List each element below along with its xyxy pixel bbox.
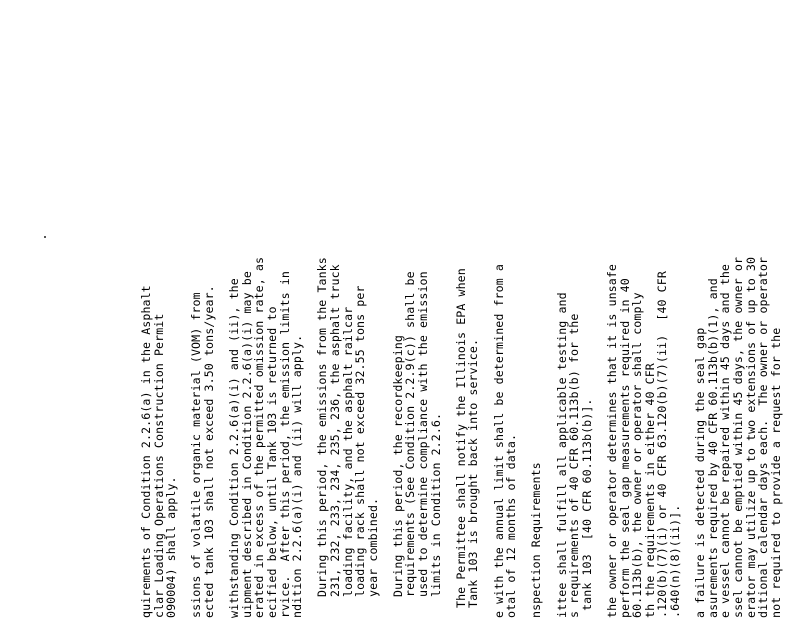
text-line: loading facility, and the asphalt railcar bbox=[340, 306, 355, 597]
text-line: ditional calendar days each. The owner or operator bbox=[756, 256, 771, 618]
text-line: quirements of Condition 2.2.6(a) in the Asphalt bbox=[139, 285, 153, 618]
text-line: 231, 232, 233, 234, 235, 236, the asphalt truck bbox=[327, 264, 342, 597]
text-line: requirements (See Condition 2.2.9(c)) shall be bbox=[403, 271, 418, 597]
text-line: Tank 103 is brought back into service. bbox=[466, 338, 481, 608]
text-line: th the requirements in either 40 CFR bbox=[642, 363, 657, 618]
text-line: a failure is detected during the seal gap bbox=[693, 327, 708, 618]
text-line: perform the seal gap measurements required in 40 bbox=[617, 278, 632, 618]
text-line: 60.113b(b), the owner or operator shall comply bbox=[630, 292, 645, 618]
text-line: During this period, the emissions from the Tanks bbox=[315, 257, 330, 597]
text-line: ected tank 103 shall not exceed 3.50 tons/year. bbox=[201, 285, 216, 618]
text-line: asurements required by 40 CFR 60.113b(b)(1), and bbox=[705, 278, 720, 618]
text-line: loading rack shall not exceed 32.55 tons per bbox=[353, 285, 368, 597]
text-line: erator may utilize up to two extensions of up to 30 bbox=[743, 256, 758, 618]
text-line bbox=[543, 58, 556, 618]
text-line: ecified below, until Tank 103 is returned to bbox=[264, 306, 279, 618]
section-heading: nspection Requirements bbox=[529, 462, 544, 618]
scan-speck bbox=[44, 236, 46, 238]
text-line: otal of 12 months of data. bbox=[504, 433, 519, 618]
text-line: e with the annual limit shall be determined from a bbox=[491, 263, 506, 618]
text-line: erated in excess of the permitted omission rate, as bbox=[252, 256, 267, 618]
text-line: clar Loading Operations Construction Permit bbox=[151, 313, 166, 618]
text-line: The Permittee shall notify the Illinois EPA when bbox=[453, 268, 468, 608]
text-line: e vessel cannot be repaired within 45 days and the bbox=[718, 263, 733, 618]
text-line: the owner or operator determines that it is unsafe bbox=[604, 263, 619, 618]
text-line: not required to provide a request for the bbox=[768, 327, 783, 618]
text-line bbox=[379, 58, 392, 618]
text-line: uipment described in Condition 2.2.6(a)(i) may be bbox=[239, 271, 254, 618]
text-line: 090004) shall apply. bbox=[164, 476, 179, 618]
text-line: tank 103 [40 CFR 60.113b(b)]. bbox=[579, 398, 594, 618]
text-line bbox=[480, 58, 493, 618]
text-line: .640(n)(8)(ii)]. bbox=[667, 504, 682, 618]
text-line: rvice. After this period, the emission limits in bbox=[277, 271, 292, 618]
text-line: used to determine compliance with the emission bbox=[416, 271, 431, 597]
rotated-document-text bbox=[139, 58, 783, 618]
text-line: ssel cannot be emptied within 45 days, the owner or bbox=[730, 256, 745, 618]
text-line: s requirements of 40 CFR 60.113b(b) for the bbox=[567, 313, 582, 618]
text-line: ittee shall fulfill all applicable testing and bbox=[554, 292, 569, 618]
text-line: year combined. bbox=[365, 497, 380, 597]
text-line: ssions of volatile organic material (VOM) from bbox=[189, 292, 204, 618]
text-line: limits in Condition 2.2.6. bbox=[428, 412, 443, 597]
text-line: withstanding Condition 2.2.6(a)(i) and (ii), the bbox=[227, 278, 242, 618]
text-line: .120(b)(7)(i) or 40 CFR 63.120(b)(7)(ii) [40 CFR bbox=[655, 271, 670, 618]
text-line: ndition 2.2.6(a)(i) and (ii) will apply. bbox=[290, 334, 305, 618]
text-line bbox=[442, 58, 455, 618]
text-line: During this period, the recordkeeping bbox=[390, 335, 405, 597]
